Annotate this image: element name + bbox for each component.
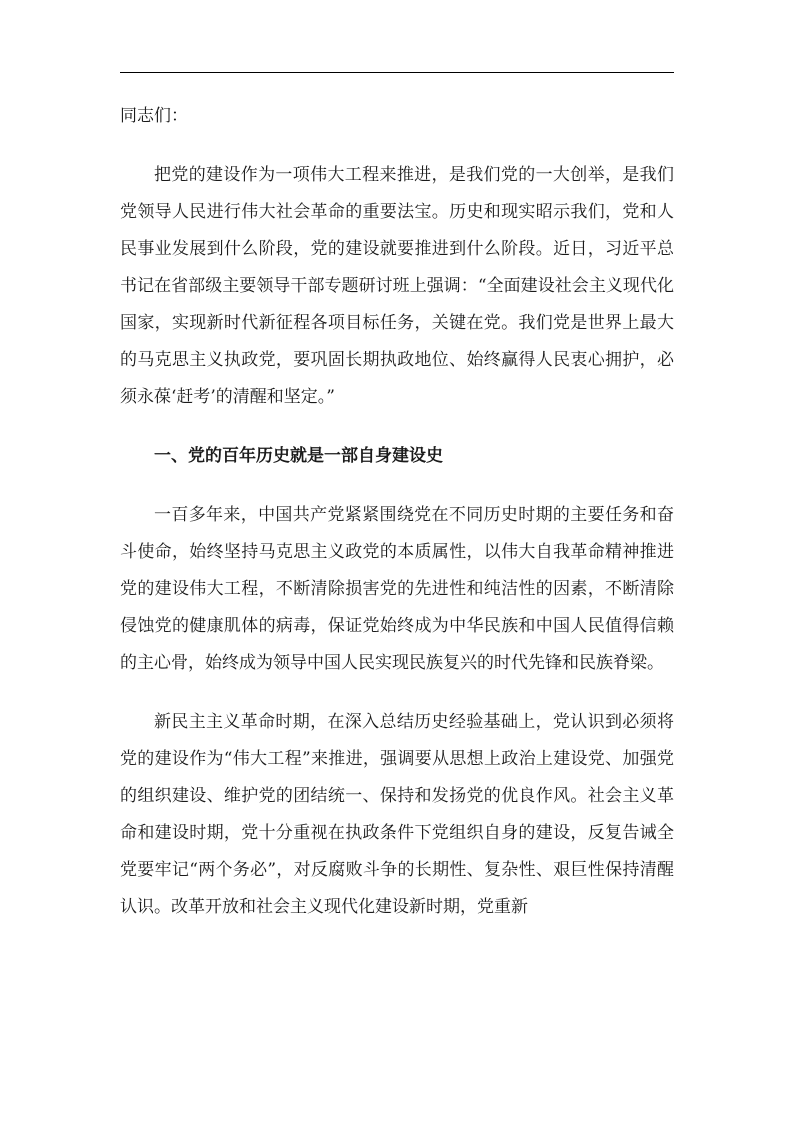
- document-page: [120, 72, 674, 926]
- section-heading: 一、党的百年历史就是一部自身建设史: [154, 446, 443, 466]
- salutation: 同志们：: [120, 106, 188, 126]
- section-paragraph-1: 一百多年来，中国共产党紧紧围绕党在不同历史时期的主要任务和奋斗使命，始终坚持马克思主义政党的本质属性，以伟大自我革命精神推进党的建设伟大工程，不断清除损害党的先进性和纯洁性的因素，不断清除侵蚀党的健康肌体的病毒，保证党始终成为中华民族和中国人民值得信赖的主心骨，始终成为领导中国人民实现民族复兴的时代先锋和民族脊梁。: [120, 505, 674, 673]
- header-rule: [120, 72, 674, 73]
- intro-paragraph: 把党的建设作为一项伟大工程来推进，是我们党的一大创举，是我们党领导人民进行伟大社会革命的重要法宝。历史和现实昭示我们，党和人民事业发展到什么阶段，党的建设就要推进到什么阶段。近日，习近平总书记在省部级主要领导干部专题研讨班上强调：“全面建设社会主义现代化国家，实现新时代新征程各项目标任务，关键在党。我们党是世界上最大的马克思主义执政党，要巩固长期执政地位、始终赢得人民衷心拥护，必须永葆‘赶考’的清醒和坚定。”: [120, 165, 674, 407]
- section-paragraph-2: 新民主主义革命时期，在深入总结历史经验基础上，党认识到必须将党的建设作为“伟大工程”来推进，强调要从思想上政治上建设党、加强党的组织建设、维护党的团结统一、保持和发扬党的优良作风。社会主义革命和建设时期，党十分重视在执政条件下党组织自身的建设，反复告诫全党要牢记“两个务必”，对反腐败斗争的长期性、复杂性、艰巨性保持清醒认识。改革开放和社会主义现代化建设新时期，党重新: [120, 712, 674, 917]
